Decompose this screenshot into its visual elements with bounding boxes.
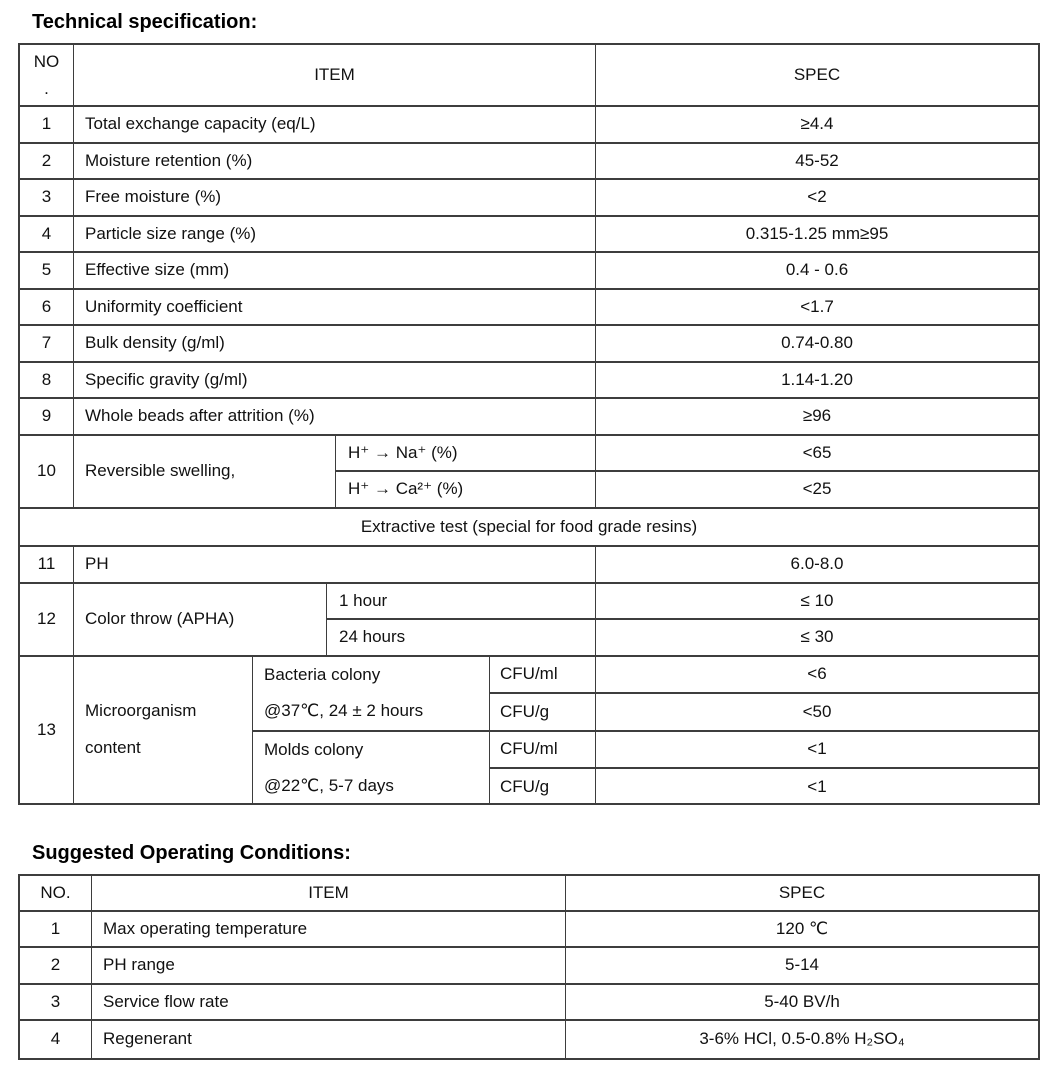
sub-row	[336, 436, 1038, 473]
cell-spec: 6.0-8.0	[790, 554, 844, 574]
cell-spec: 1.14-1.20	[781, 369, 853, 389]
cell-unit: CFU/g	[490, 769, 596, 805]
cell-spec: ≥4.4	[800, 114, 834, 134]
cell-spec: 0.4 - 0.6	[785, 260, 849, 280]
cell-item: PH range	[92, 948, 566, 983]
header-cell-no: NO.	[20, 876, 92, 910]
table-row-extractive-note	[20, 509, 1038, 548]
cell-no: 4	[20, 217, 74, 252]
header-cell-spec: SPEC	[778, 882, 826, 902]
unit-row	[490, 694, 1038, 730]
table-row	[20, 948, 1038, 985]
table-row	[20, 912, 1038, 949]
colony-label-line1: Molds colony	[264, 739, 364, 759]
cell-unit: CFU/g	[490, 694, 596, 730]
cell-spec: 45-52	[795, 150, 839, 170]
cell-no: 8	[20, 363, 74, 398]
sub-row	[327, 584, 1038, 621]
cell-spec: 120 ℃	[775, 918, 829, 938]
cell-spec: <1	[807, 739, 827, 759]
header-cell-spec: SPEC	[793, 65, 841, 84]
table-row	[20, 399, 1038, 436]
cell-item: Free moisture (%)	[74, 180, 596, 215]
cell-no: 4	[20, 1021, 92, 1058]
cell-sub-label: 1 hour	[327, 584, 596, 619]
cell-item-line1: Microorganism	[85, 701, 197, 720]
sub-row	[327, 620, 1038, 655]
colony-label-line2: @37℃, 24 ± 2 hours	[264, 701, 424, 720]
sub-row-bacteria	[253, 657, 1038, 732]
cell-item: Whole beads after attrition (%)	[74, 399, 596, 434]
cell-no: 11	[20, 547, 74, 582]
cell-no: 12	[20, 584, 74, 655]
cell-spec: <25	[802, 479, 832, 499]
cell-spec: <1.7	[800, 296, 834, 316]
table-row	[20, 985, 1038, 1022]
technical-spec-table	[18, 43, 1040, 805]
cell-no: 9	[20, 399, 74, 434]
cell-sub-label: H⁺ → Na⁺ (%)	[336, 436, 596, 471]
table-row	[20, 363, 1038, 400]
header-cell-no	[20, 45, 74, 105]
header-cell-item: ITEM	[92, 876, 566, 910]
cell-sub-label: H⁺ → Ca²⁺ (%)	[336, 472, 596, 507]
cell-item: Uniformity coefficient	[74, 290, 596, 325]
sub-rows	[253, 657, 1038, 803]
table-row	[20, 180, 1038, 217]
cell-spec: 0.315-1.25 mm≥95	[745, 223, 889, 243]
cell-no: 10	[20, 436, 74, 507]
unit-rows	[490, 732, 1038, 805]
cell-unit: CFU/ml	[490, 732, 596, 768]
unit-rows	[490, 657, 1038, 730]
extractive-note: Extractive test (special for food grade resins)	[360, 516, 698, 536]
colony-label-line2: @22℃, 5-7 days	[264, 776, 394, 795]
cell-no: 7	[20, 326, 74, 361]
operating-conditions-title: Suggested Operating Conditions:	[32, 841, 351, 864]
table-header-row	[20, 45, 1038, 107]
cell-spec: 0.74-0.80	[781, 333, 853, 353]
sub-rows	[336, 436, 1038, 507]
technical-spec-title: Technical specification:	[32, 11, 258, 33]
cell-item: Moisture retention (%)	[74, 144, 596, 179]
sub-rows	[327, 584, 1038, 655]
table-row	[20, 290, 1038, 327]
cell-no: 6	[20, 290, 74, 325]
table-row-microorganism	[20, 657, 1038, 803]
unit-row	[490, 732, 1038, 770]
table-row	[20, 217, 1038, 254]
cell-colony-label	[253, 732, 490, 805]
cell-no: 13	[20, 657, 74, 803]
cell-no: 3	[20, 180, 74, 215]
cell-colony-label	[253, 657, 490, 730]
table-row	[20, 253, 1038, 290]
cell-sub-label: 24 hours	[327, 620, 596, 655]
table-row	[20, 547, 1038, 584]
unit-row	[490, 769, 1038, 805]
cell-no: 1	[20, 107, 74, 142]
table-row	[20, 1021, 1038, 1058]
cell-no: 3	[20, 985, 92, 1020]
cell-item: Specific gravity (g/ml)	[74, 363, 596, 398]
cell-spec: ≤ 10	[800, 590, 834, 610]
header-no-line2: .	[44, 79, 49, 98]
sub-row	[336, 472, 1038, 507]
cell-spec: <1	[807, 776, 827, 796]
cell-item: Bulk density (g/ml)	[74, 326, 596, 361]
cell-spec: ≥96	[802, 406, 832, 426]
cell-unit: CFU/ml	[490, 657, 596, 693]
cell-spec: <50	[802, 701, 832, 721]
cell-no: 2	[20, 144, 74, 179]
unit-row	[490, 657, 1038, 695]
cell-item-line2: content	[85, 737, 141, 757]
operating-conditions-table	[18, 874, 1040, 1060]
cell-no: 2	[20, 948, 92, 983]
cell-item: Service flow rate	[92, 985, 566, 1020]
colony-label-line1: Bacteria colony	[264, 664, 381, 684]
table-row	[20, 326, 1038, 363]
cell-item: Max operating temperature	[92, 912, 566, 947]
cell-item: Effective size (mm)	[74, 253, 596, 288]
cell-no: 1	[20, 912, 92, 947]
cell-no: 5	[20, 253, 74, 288]
cell-spec: 5-14	[784, 955, 820, 975]
cell-spec: 3-6% HCl, 0.5-0.8% H₂SO₄	[699, 1029, 905, 1049]
cell-item: Reversible swelling,	[74, 436, 336, 507]
cell-item: Regenerant	[92, 1021, 566, 1058]
cell-spec: ≤ 30	[800, 627, 834, 647]
table-row-reversible-swelling	[20, 436, 1038, 509]
cell-item: Total exchange capacity (eq/L)	[74, 107, 596, 142]
header-cell-item: ITEM	[74, 45, 596, 105]
cell-item: PH	[74, 547, 596, 582]
cell-spec: <65	[802, 442, 832, 462]
table-row-color-throw	[20, 584, 1038, 657]
table-header-row	[20, 876, 1038, 912]
table-row	[20, 144, 1038, 181]
cell-item: Color throw (APHA)	[74, 584, 327, 655]
cell-spec: <2	[807, 187, 827, 207]
cell-spec: 5-40 BV/h	[764, 991, 840, 1011]
cell-item	[74, 657, 253, 803]
cell-spec: <6	[807, 664, 827, 684]
table-row	[20, 107, 1038, 144]
sub-row-molds	[253, 732, 1038, 805]
cell-item: Particle size range (%)	[74, 217, 596, 252]
header-no-line1: NO	[33, 52, 60, 71]
